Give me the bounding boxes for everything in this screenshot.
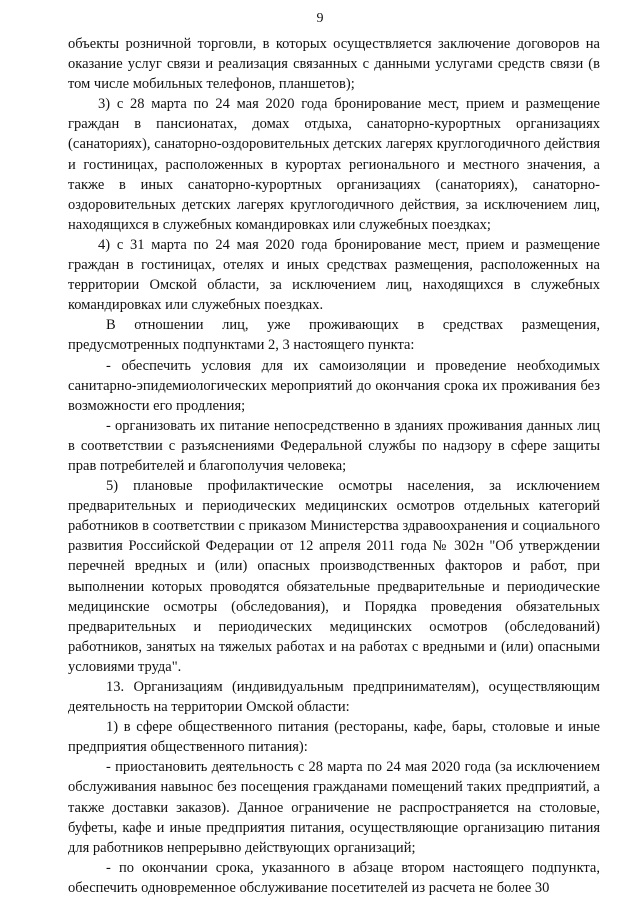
paragraph-dash-meals: - организовать их питание непосредственно в зданиях проживания данных лиц в соответствии с разъяснениями Федеральной службы по надзору в сфере защиты прав потребителей и благополучия человека; xyxy=(68,417,600,474)
paragraph-item-3: 3) с 28 марта по 24 мая 2020 года бронирование мест, прием и размещение граждан в пансионатах, домах отдыха, санаторно-курортных организациях (санаториях), санаторно-оздоровительных детских лагерях круглогодичного действия и гостиницах, расположенных в курортах регионального и местного значения, а также в иных санаторно-курортных организациях (санаториях), санаторно-оздоровительных детских лагерях круглогодичного действия, за исключением лиц, находящихся в служебных командировках или служебных поездках; xyxy=(68,96,600,233)
paragraph-dash-capacity: - по окончании срока, указанного в абзаце втором настоящего подпункта, обеспечить одновременное обслуживание посетителей из расчета не более 30 xyxy=(68,859,600,896)
page-number: 9 xyxy=(316,11,324,26)
paragraph-residents: В отношении лиц, уже проживающих в средствах размещения, предусмотренных подпунктами 2, 3 настоящего пункта: xyxy=(68,317,600,354)
paragraph-dash-self-isolation: - обеспечить условия для их самоизоляции и проведение необходимых санитарно-эпидемиологических мероприятий до окончания срока их проживания без возможности его продления; xyxy=(68,357,600,414)
paragraph-section-13: 13. Организациям (индивидуальным предпринимателям), осуществляющим деятельность на территории Омской области: xyxy=(68,679,600,716)
paragraph-dash-suspend: - приостановить деятельность с 28 марта по 24 мая 2020 года (за исключением обслуживания навынос без посещения гражданами помещений таких предприятий, а также доставки заказов). Данное ограничение не распространяется на столовые, буфеты, кафе и иные предприятия питания, осуществляющие организацию питания для работников непрерывно действующих организаций; xyxy=(68,759,600,856)
paragraph-item-4: 4) с 31 марта по 24 мая 2020 года бронирование мест, прием и размещение граждан в гостиницах, отелях и иных средствах размещения, расположенных на территории Омской области, за исключением лиц, находящихся в служебных командировках или служебных поездках. xyxy=(68,236,600,314)
paragraph-section-13-item-1: 1) в сфере общественного питания (рестораны, кафе, бары, столовые и иные предприятия общественного питания): xyxy=(68,719,600,756)
document-body xyxy=(68,34,600,898)
paragraph-continuation: объекты розничной торговли, в которых осуществляется заключение договоров на оказание услуг связи и реализация связанных с данными услугами средств связи (в том числе мобильных телефонов, планшетов); xyxy=(68,36,600,93)
paragraph-item-5: 5) плановые профилактические осмотры населения, за исключением предварительных и периодических медицинских осмотров отдельных категорий работников в соответствии с приказом Министерства здравоохранения и социального развития Российской Федерации от 12 апреля 2011 года № 302н "Об утверждении перечней вредных и (или) опасных производственных факторов и работ, при выполнении которых проводятся обязательные предварительные и периодические медицинские осмотры (обследования), и Порядка проведения обязательных предварительных и периодических медицинских осмотров (обследований) работников, занятых на тяжелых работах и на работах с вредными и (или) опасными условиями труда". xyxy=(68,478,600,675)
